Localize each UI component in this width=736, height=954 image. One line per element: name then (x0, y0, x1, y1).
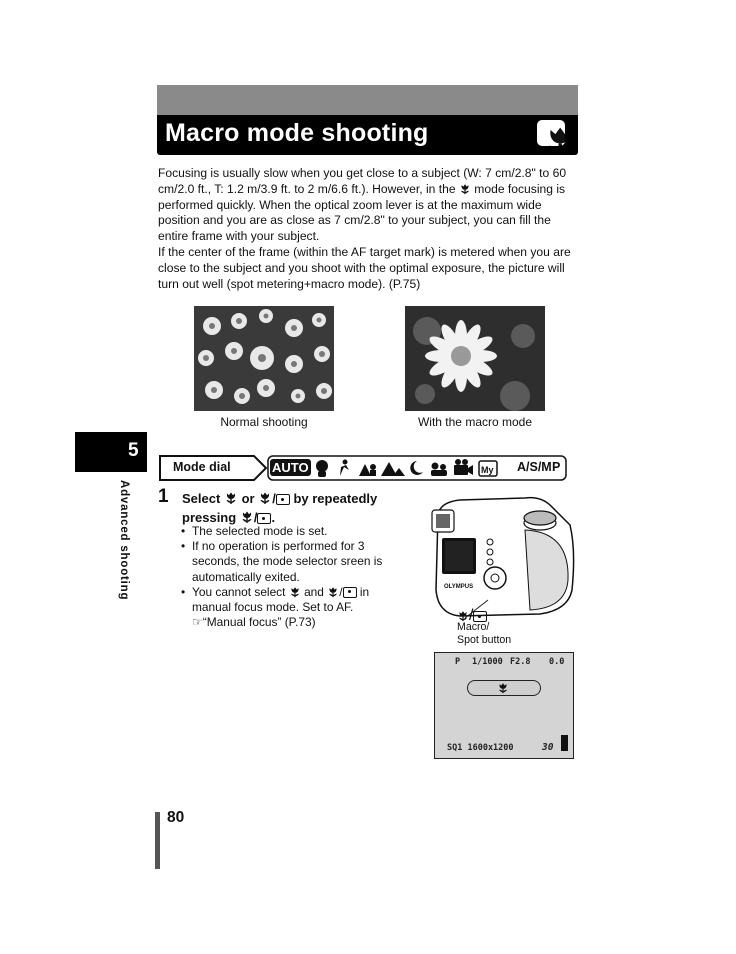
camera-brand: OLYMPUS (444, 584, 474, 590)
spot-metering-icon (276, 494, 290, 505)
mode-dial-label: Mode dial (173, 460, 231, 474)
lcd-frames: 30 (542, 742, 554, 753)
step-title-repeatedly: by repeatedly (293, 491, 378, 506)
lcd-quality: SQ1 1600x1200 (447, 743, 514, 753)
lcd-shutter: 1/1000 (472, 657, 503, 667)
intro-p1b: mode focusing is performed quickly. When the optical zoom lever is at the maximum wide position and you are as close as 7 cm/2.8" to your subject, you can fill the entire frame with your subject. (158, 181, 566, 244)
step-title-period: . (271, 510, 276, 525)
chapter-label: Advanced shooting (118, 480, 130, 601)
macro-spot-button-icon: / (457, 607, 487, 625)
step-bullets (181, 524, 411, 630)
step-title-select: Select (182, 491, 221, 506)
bullet3-part-b: and (304, 584, 324, 599)
asm-mode-label: A/S/M (517, 460, 552, 474)
scene-mode-icons (313, 458, 513, 478)
bullet3-part-a: You cannot select (192, 584, 286, 599)
step-number: 1 (158, 486, 169, 507)
page-number: 80 (167, 809, 185, 826)
macro-mode-photo (405, 306, 545, 411)
manual-focus-reference: “Manual focus” (P.73) (202, 615, 316, 630)
bullet-item: • You cannot select and / in manual focus mode. Set to AF. (181, 585, 411, 615)
normal-shooting-photo (194, 306, 334, 411)
intro-p2: If the center of the frame (within the AF target mark) is metered when you are close to the subject and you shoot with the optimal exposure, the picture will turn out well (spot metering+macro mode). (P.75) (158, 244, 571, 291)
bullet-item: • The selected mode is set. (181, 524, 411, 539)
spot-metering-icon (257, 513, 271, 524)
step-title-or: or (241, 491, 255, 506)
macro-icon (258, 491, 272, 505)
header-band (157, 85, 578, 115)
macro-mode-caption: With the macro mode (417, 415, 533, 429)
macro-inline-icon (459, 183, 471, 195)
macro-icon (497, 682, 509, 694)
intro-p1: Focusing is usually slow when you get close to a subject (W: 7 cm/2.8" to 60 cm/2.0 ft., T: 1.2 m/3.9 ft. to 2 m/6.6 ft.). However, in the (158, 166, 567, 196)
chapter-number: 5 (128, 440, 139, 461)
intro-text (158, 166, 580, 292)
lcd-exposure: 0.0 (549, 657, 565, 667)
svg-text:My: My (481, 465, 494, 475)
macro-spot-button-label (457, 621, 511, 647)
battery-icon (561, 735, 568, 751)
lcd-aperture: F2.8 (510, 657, 531, 667)
spot-metering-icon (343, 587, 357, 598)
mode-dial-row (158, 454, 568, 482)
page-title: Macro mode shooting (165, 119, 429, 147)
lcd-mode: P (455, 657, 461, 667)
pointing-hand-icon: ☞ (192, 615, 203, 630)
normal-shooting-caption: Normal shooting (220, 415, 308, 429)
cross-reference (181, 615, 411, 630)
macro-icon (327, 586, 339, 598)
step-title-pressing: pressing (182, 510, 237, 525)
page-bar (155, 812, 160, 869)
button-label-line-2: Spot button (457, 634, 512, 646)
macro-tulip-icon (537, 120, 565, 146)
macro-icon (289, 586, 301, 598)
lcd-macro-indicator (467, 680, 541, 696)
lcd-screen (434, 652, 574, 759)
macro-icon (224, 491, 238, 505)
p-mode-label: P (552, 460, 561, 474)
bullet3-part-c: in manual focus mode. Set to AF. (192, 584, 370, 615)
camera-illustration (430, 490, 578, 620)
button-label-line-1: Macro/ (457, 621, 490, 633)
bullet-item: • If no operation is performed for 3 seconds, the mode selector sreen is automatically exited. (181, 539, 411, 585)
auto-mode-icon: AUTO (272, 460, 309, 475)
macro-icon (240, 510, 254, 524)
step-title: Select or / by repeatedly pressing / . (182, 491, 378, 525)
